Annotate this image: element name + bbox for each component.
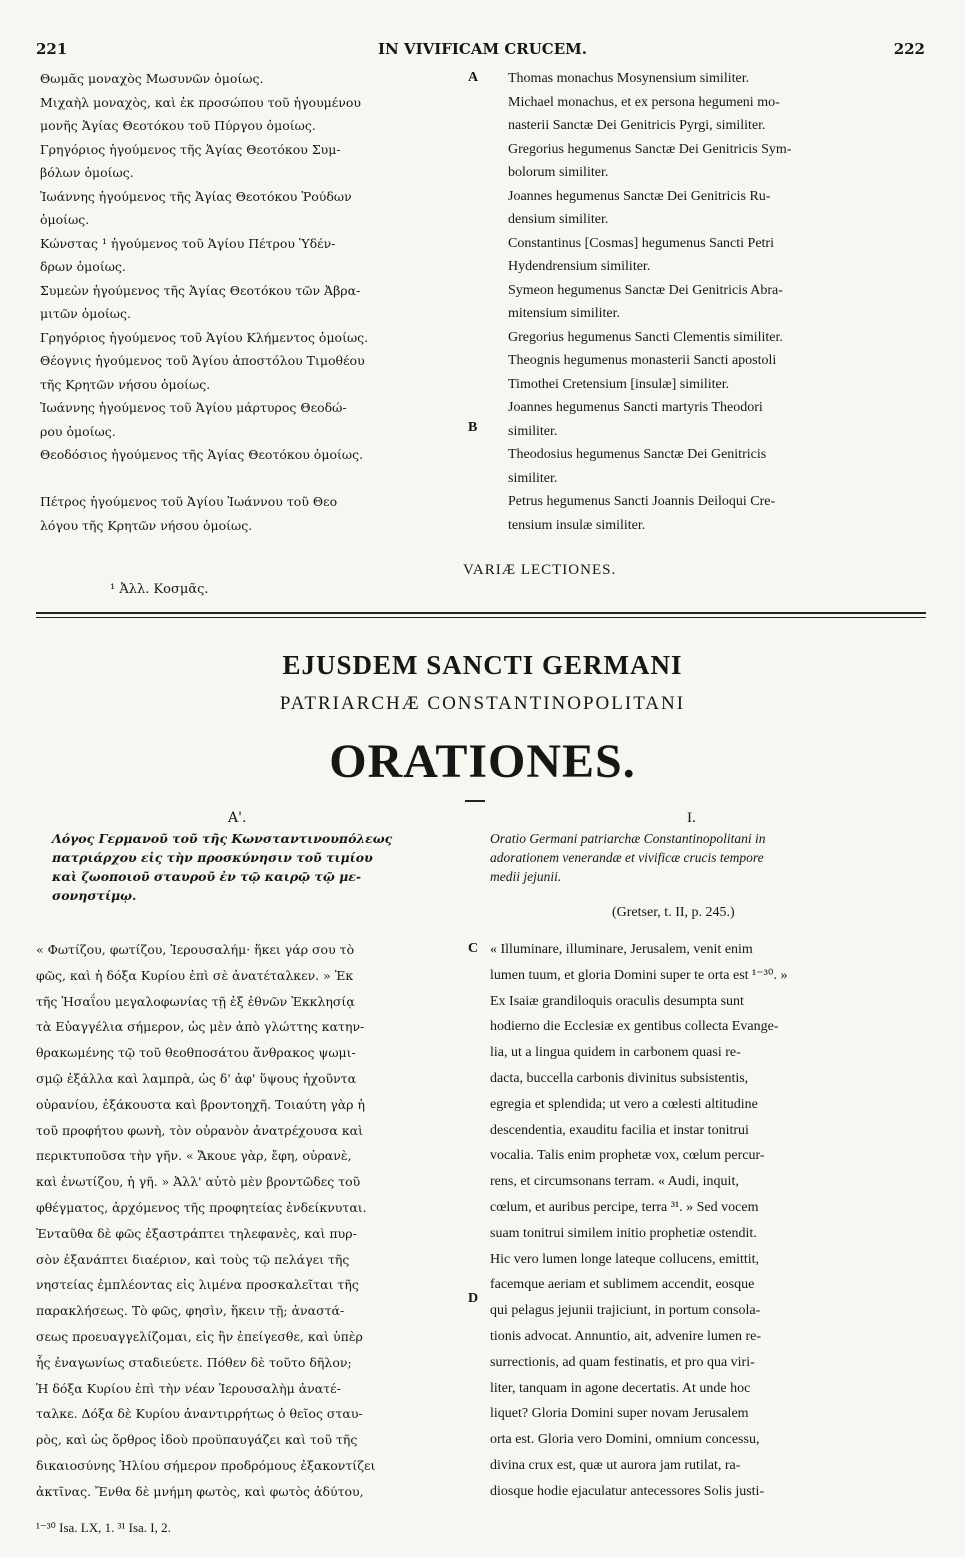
greek-list-line: Ἰωάννης ἡγούμενος τῆς Ἁγίας Θεοτόκου Ῥούδων	[40, 188, 352, 204]
greek-body-line: φθέγματος, ἀρχόμενος τῆς προφητείας ἐνδείκνυται.	[36, 1200, 367, 1215]
latin-body-line: Hic vero lumen longe lateque collucens, emittit,	[490, 1251, 760, 1267]
latin-body-line: tionis advocat. Annuntio, ait, advenire lumen re-	[490, 1329, 761, 1344]
greek-list-line: τῆς Κρητῶν νήσου ὁμοίως.	[40, 376, 211, 392]
greek-list-line: Συμεὼν ἡγούμενος τῆς Ἁγίας Θεοτόκου τῶν Ἀβρα-	[40, 282, 361, 298]
latin-body-line: egregia et splendida; ut vero a cœlesti altitudine	[490, 1096, 758, 1112]
greek-body-line: δικαιοσύνης Ἡλίου σήμερον προδρόμους ἐξακοντίζει	[36, 1458, 376, 1473]
greek-list-line: μιτῶν ὁμοίως.	[40, 306, 131, 321]
greek-title-line: σονηστίμῳ.	[52, 888, 137, 903]
greek-body-line: ρὸς, καὶ ὡς ὄρθρος ἰδοὺ προϋπαυγάζει καὶ τοῦ τῆς	[36, 1432, 358, 1448]
latin-body-line: liter, tanquam in agone decertatis. At unde hoc	[490, 1380, 751, 1396]
greek-body-line: σμῷ ἐξάλλα καὶ λαμπρὰ, ὡς δ' ἀφ' ὕψους ἠχοῦντα	[36, 1071, 357, 1086]
greek-list-line: Θωμᾶς μοναχὸς Μωσυνῶν ὁμοίως.	[40, 71, 264, 86]
latin-title-line: medii jejunii.	[490, 869, 562, 884]
greek-body-line: σὸν ἐξανάπτει διαέριον, καὶ τοὺς τῷ πελάγει τῆς	[36, 1251, 350, 1267]
latin-list-line: Constantinus [Cosmas] hegumenus Sancti Petri	[508, 235, 774, 251]
greek-list-line: Πέτρος ἡγούμενος τοῦ Ἁγίου Ἰωάννου τοῦ Θεο	[40, 494, 338, 509]
latin-list-line: bolorum similiter.	[508, 165, 609, 180]
latin-body-line: surrectionis, ad quam festinatis, et pro qua viri-	[490, 1354, 755, 1370]
latin-body-line: liquet? Gloria Domini super novam Jerusalem	[490, 1406, 749, 1422]
greek-list-line: Γρηγόριος ἡγούμενος τοῦ Ἁγίου Κλήμεντος ὁμοίως.	[40, 329, 369, 345]
latin-oration-number: I.	[687, 810, 696, 826]
latin-list-line: Gregorius hegumenus Sanctæ Dei Genitricis Sym-	[508, 141, 792, 157]
greek-body-line: ἧς ἐναγωνίως σταδιεύετε. Πόθεν δὲ τοῦτο δῆλον;	[36, 1354, 352, 1370]
latin-list-line: Joannes hegumenus Sanctæ Dei Genitricis Ru-	[508, 188, 771, 204]
left-page-number: 221	[36, 40, 68, 58]
greek-body-line: σεως προευαγγελίζομαι, εἰς ἣν ἐπείγεσθε, καὶ ὑπὲρ	[36, 1329, 363, 1344]
orationes-heading: ORATIONES.	[329, 735, 636, 788]
divider-rule	[36, 612, 926, 614]
latin-list-line: densium similiter.	[508, 212, 609, 227]
latin-list-line: Theognis hegumenus monasterii Sancti apostoli	[508, 353, 777, 368]
greek-list-line: ρου ὁμοίως.	[40, 423, 116, 439]
greek-body-line: Ἐνταῦθα δὲ φῶς ἐξαστράπτει τηλεφανὲς, καὶ πυρ-	[36, 1225, 357, 1241]
latin-body-line: hodierno die Ecclesiæ ex gentibus collecta Evange-	[490, 1019, 779, 1035]
greek-oration-number: Α'.	[228, 810, 247, 826]
latin-body-line: vocalia. Talis enim prophetæ vox, cœlum percur-	[490, 1148, 765, 1164]
greek-body-line: παρακλήσεως. Τὸ φῶς, φησὶν, ἥκειν τῇ; ἀναστά-	[36, 1303, 345, 1319]
greek-body-line: νηστείας ἐμπλέοντας εἰς λιμένα προσκαλεῖται τῆς	[36, 1277, 359, 1293]
latin-list-line: similiter.	[508, 423, 558, 439]
margin-marker-b: B	[468, 420, 478, 435]
greek-body-line: Ἡ δόξα Κυρίου ἐπὶ τὴν νέαν Ἱερουσαλὴμ ἀνατέ-	[36, 1380, 341, 1396]
greek-list-line: δρων ὁμοίως.	[40, 259, 126, 274]
greek-body-line: ἀκτῖνας. Ἔνθα δὲ μνήμη φωτὸς, καὶ φωτὸς ἀδύτου,	[36, 1483, 364, 1499]
greek-list-line: Θέογνις ἡγούμενος τοῦ Ἁγίου ἀποστόλου Τιμοθέου	[40, 353, 365, 368]
latin-body-line: lumen tuum, et gloria Domini super te orta est ¹⁻³⁰. »	[490, 967, 788, 983]
greek-list-line: λόγου τῆς Κρητῶν νήσου ὁμοίως.	[40, 517, 253, 533]
source-citation: (Gretser, t. II, p. 245.)	[612, 905, 735, 920]
latin-title-line: adorationem venerandæ et vivificæ crucis tempore	[490, 850, 764, 865]
latin-body-line: lia, ut a lingua quidem in carbonem quasi re-	[490, 1045, 741, 1061]
latin-body-line: divina crux est, quæ ut aurora jam rutilat, ra-	[490, 1458, 741, 1473]
latin-list-line: similiter.	[508, 470, 558, 486]
work-title: EJUSDEM SANCTI GERMANI	[282, 650, 683, 680]
latin-list-line: mitensium similiter.	[508, 306, 620, 321]
latin-body-line: cœlum, et auribus percipe, terra ³¹. » Sed vocem	[490, 1200, 759, 1215]
latin-list-line: Symeon hegumenus Sanctæ Dei Genitricis Abra-	[508, 282, 783, 298]
work-subtitle: PATRIARCHÆ CONSTANTINOPOLITANI	[279, 693, 686, 714]
greek-list-line: Γρηγόριος ἡγούμενος τῆς Ἁγίας Θεοτόκου Συμ-	[40, 141, 341, 157]
running-title: IN VIVIFICAM CRUCEM.	[377, 40, 587, 58]
greek-list-line: Κώνστας ¹ ἡγούμενος τοῦ Ἁγίου Πέτρου Ὑδέν-	[40, 235, 336, 251]
latin-body-line: descendentia, exauditu facilia et instar tonitrui	[490, 1122, 749, 1138]
greek-list-line: Θεοδόσιος ἡγούμενος τῆς Ἁγίας Θεοτόκου ὁμοίως.	[40, 447, 364, 462]
greek-body-line: φῶς, καὶ ἡ δόξα Κυρίου ἐπὶ σὲ ἀνατέταλκεν. » Ἐκ	[36, 967, 354, 983]
latin-body-line: qui pelagus jejunii trajiciunt, in portum consola-	[490, 1303, 761, 1319]
latin-body-line: facemque aeriam et sublimem accendit, eosque	[490, 1277, 755, 1293]
latin-body-line: rens, et circumsonans terram. « Audi, inquit,	[490, 1174, 739, 1190]
latin-body-line: dacta, buccella carbonis divinitus subsistentis,	[490, 1071, 749, 1086]
latin-body-line: « Illuminare, illuminare, Jerusalem, venit enim	[490, 942, 753, 957]
greek-list-line: Μιχαὴλ μοναχὸς, καὶ ἐκ προσώπου τοῦ ἡγουμένου	[40, 94, 362, 110]
variant-note: ¹ Ἀλλ. Κοσμᾶς.	[110, 582, 209, 597]
margin-marker-c: C	[468, 941, 479, 956]
latin-list-line: Petrus hegumenus Sancti Joannis Deiloqui Cre-	[508, 494, 776, 509]
greek-title-line: καὶ ζωοποιοῦ σταυροῦ ἐν τῷ καιρῷ τῷ με-	[52, 869, 362, 884]
latin-body-line: orta est. Gloria vero Domini, omnium concessu,	[490, 1432, 760, 1448]
latin-list-line: Joannes hegumenus Sancti martyris Theodori	[508, 400, 763, 415]
greek-title-line: Λόγος Γερμανοῦ τοῦ τῆς Κωνσταντινουπόλεως	[52, 831, 393, 846]
latin-title-line: Oratio Germani patriarchæ Constantinopolitani in	[490, 831, 766, 846]
greek-body-line: ταλκε. Δόξα δὲ Κυρίου ἀναντιρρήτως ὁ θεῖος σταυ-	[36, 1406, 363, 1422]
greek-list-line: βόλων ὁμοίως.	[40, 165, 134, 180]
right-page-number: 222	[893, 40, 925, 58]
greek-title-line: πατριάρχου εἰς τὴν προσκύνησιν τοῦ τιμίου	[52, 850, 373, 865]
latin-list-line: Michael monachus, et ex persona hegumeni mo-	[508, 94, 780, 110]
greek-body-line: καὶ ἐνωτίζου, ἡ γῆ. » Ἀλλ' αὐτὸ μὲν βροντῶδες τοῦ	[36, 1174, 361, 1190]
divider-rule-thin	[36, 617, 926, 618]
latin-body-line: Ex Isaiæ grandiloquis oraculis desumpta sunt	[490, 993, 744, 1009]
latin-list-line: tensium insulæ similiter.	[508, 517, 646, 533]
margin-marker-d: D	[468, 1291, 479, 1306]
greek-list-line: Ἰωάννης ἡγούμενος τοῦ Ἁγίου μάρτυρος Θεοδώ-	[40, 400, 347, 415]
greek-body-line: τὰ Εὐαγγέλια σήμερον, ὡς μὲν ἀπὸ γλώττης κατην-	[36, 1019, 365, 1035]
latin-body-line: suam tonitrui similem initio prophetiæ ostendit.	[490, 1225, 757, 1241]
footnote: ¹⁻³⁰ Isa. LX, 1. ³¹ Isa. I, 2.	[36, 1520, 171, 1535]
latin-list-line: Theodosius hegumenus Sanctæ Dei Genitricis	[508, 447, 767, 462]
greek-body-line: περικτυποῦσα τὴν γῆν. « Ἄκουε γὰρ, ἔφη, οὐρανὲ,	[36, 1148, 352, 1164]
latin-list-line: nasterii Sanctæ Dei Genitricis Pyrgi, similiter.	[508, 118, 766, 133]
variae-lectiones-heading: VARIÆ LECTIONES.	[463, 562, 617, 578]
latin-list-line: Hydendrensium similiter.	[508, 259, 651, 274]
greek-body-line: τοῦ προφήτου φωνὴ, τὸν οὐρανὸν ἀνατρέχουσα καὶ	[36, 1122, 363, 1138]
margin-marker-a: A	[468, 70, 479, 85]
greek-list-line: μονῆς Ἁγίας Θεοτόκου τοῦ Πύργου ὁμοίως.	[40, 118, 316, 133]
latin-list-line: Timothei Cretensium [insulæ] similiter.	[508, 376, 730, 392]
greek-body-line: τῆς Ἠσαΐου μεγαλοφωνίας τῇ ἐξ ἐθνῶν Ἐκκλησίᾳ	[36, 993, 355, 1009]
latin-list-line: Gregorius hegumenus Sancti Clementis similiter.	[508, 329, 783, 345]
greek-body-line: θρακωμένης τῷ τοῦ θεοθποσάτου ἄνθρακος ψωμι-	[36, 1045, 356, 1061]
greek-body-line: « Φωτίζου, φωτίζου, Ἱερουσαλήμ· ἥκει γάρ σου τὸ	[36, 942, 355, 957]
latin-body-line: diosque hodie ejaculatur antecessores Solis justi-	[490, 1483, 765, 1499]
title-dash	[465, 800, 485, 802]
greek-body-line: οὐρανίου, ἐξάκουστα καὶ βροντοηχῆ. Τοιαύτη γὰρ ἡ	[36, 1096, 365, 1112]
greek-list-line: ὁμοίως.	[40, 212, 90, 227]
latin-list-line: Thomas monachus Mosynensium similiter.	[508, 71, 750, 86]
